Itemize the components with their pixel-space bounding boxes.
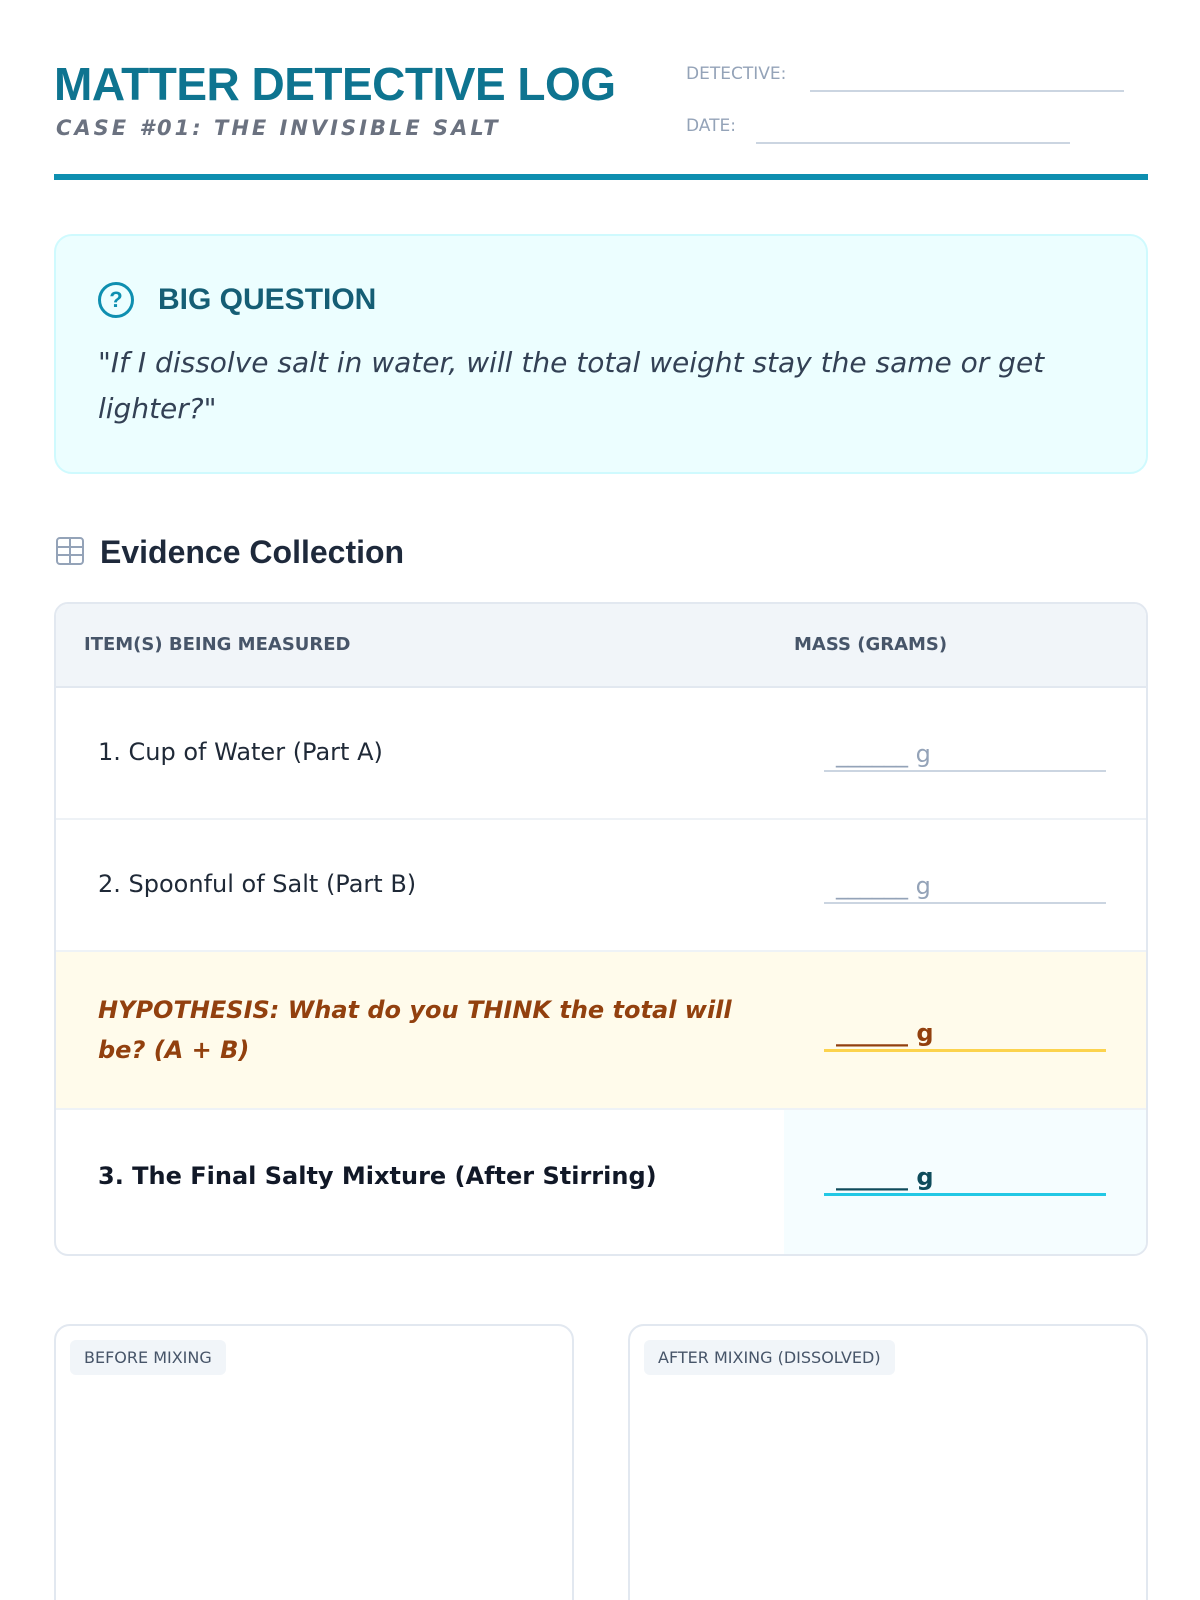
before-mixing-tag: BEFORE MIXING [70,1340,226,1375]
header-divider [54,174,1148,180]
date-field[interactable] [756,142,1070,144]
hypothesis-label: HYPOTHESIS: What do you THINK the total will be? (A + B) [98,996,732,1064]
worksheet-header [54,56,1148,180]
before-mixing-drawing-area[interactable] [54,1324,574,1600]
column-header-item: ITEM(S) BEING MEASURED [84,634,351,655]
detective-name-field[interactable] [810,90,1124,92]
detective-label: DETECTIVE: [686,64,787,84]
final-mixture-mass-input[interactable] [824,1163,1106,1196]
row-label-salt: 2. Spoonful of Salt (Part B) [98,870,417,898]
column-header-mass: MASS (GRAMS) [794,634,948,655]
date-label: DATE: [686,116,736,136]
final-mixture-row [56,1110,1146,1256]
table-row [56,820,1146,952]
case-subtitle: CASE #01: THE INVISIBLE SALT [56,116,501,140]
hypothesis-row [56,952,1146,1110]
big-question-text: "If I dissolve salt in water, will the total weight stay the same or get lighter?" [98,346,1045,425]
big-question-heading: BIG QUESTION [158,283,377,316]
table-row [56,688,1146,820]
table-grid-icon [56,537,84,565]
row-label-water: 1. Cup of Water (Part A) [98,738,383,766]
table-header-row [56,604,1146,688]
evidence-table [54,602,1148,1256]
final-mixture-label: 3. The Final Salty Mixture (After Stirring) [98,1162,657,1190]
evidence-section-title: Evidence Collection [100,534,405,570]
salt-mass-placeholder: ______ g [836,872,931,900]
water-mass-input[interactable] [824,742,1106,772]
hypothesis-mass-input[interactable] [824,1019,1106,1052]
after-mixing-tag: AFTER MIXING (DISSOLVED) [644,1340,895,1375]
worksheet-title: MATTER DETECTIVE LOG [54,58,616,110]
after-mixing-drawing-area[interactable] [628,1324,1148,1600]
question-circle-icon: ? [98,282,134,318]
final-mixture-mass-placeholder: ______ g [836,1163,934,1191]
big-question-card [54,234,1148,474]
hypothesis-mass-placeholder: ______ g [836,1019,934,1047]
salt-mass-input[interactable] [824,874,1106,904]
water-mass-placeholder: ______ g [836,740,931,768]
